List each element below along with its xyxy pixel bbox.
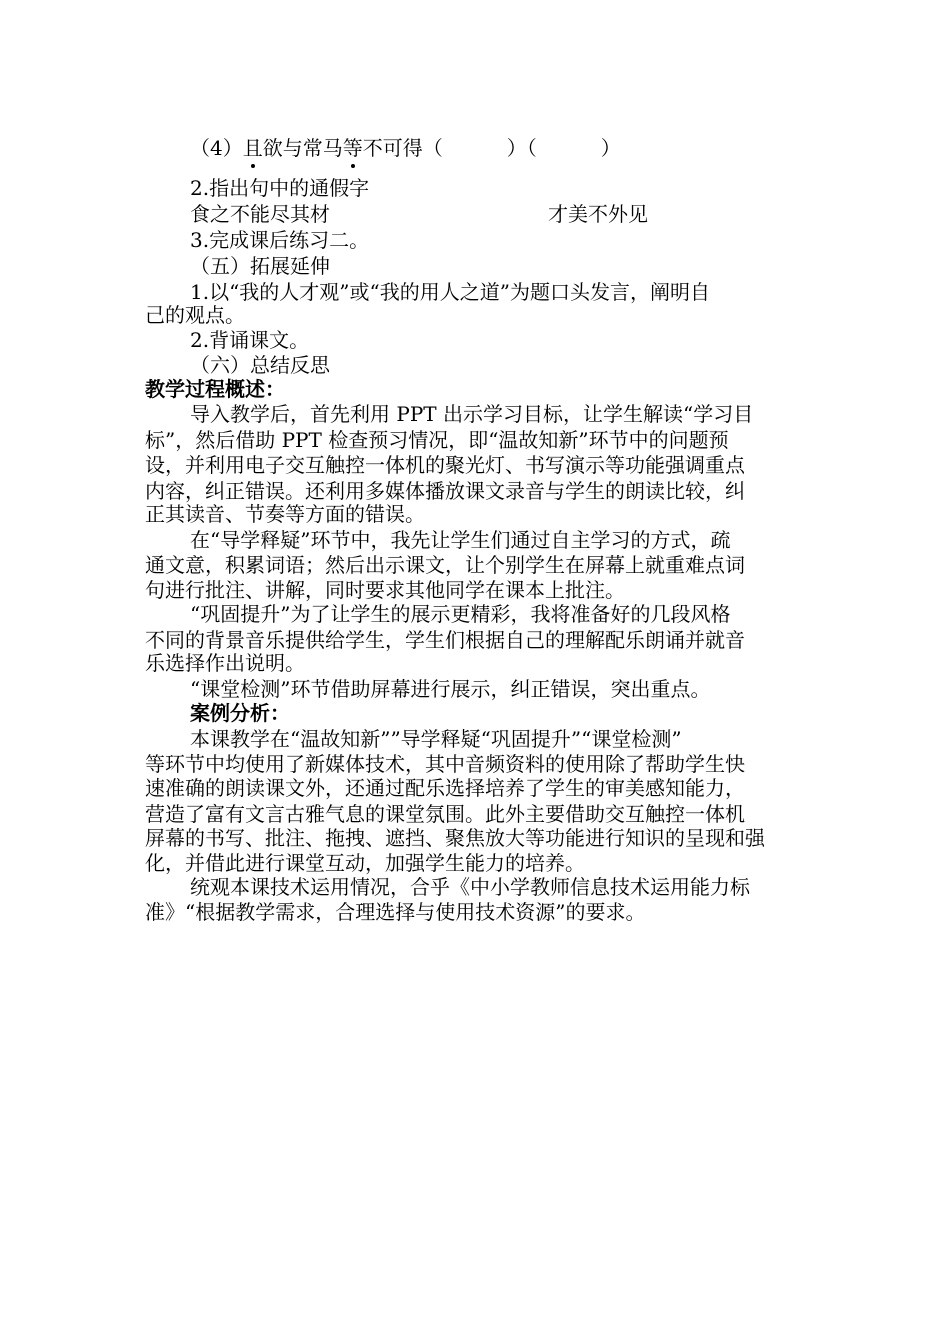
extension-item-2: 2.背诵课文。 [190,328,310,352]
paragraph-line: 本课教学在“温故知新””导学释疑“巩固提升”“课堂检测” [190,727,682,751]
paragraph-line: 营造了富有文言古雅气息的课堂氛围。此外主要借助交互触控一体机 [145,802,745,826]
sentence-text: 欲与常马 [262,136,343,160]
paragraph-line: “巩固提升”为了让学生的展示更精彩，我将准备好的几段风格 [190,602,731,626]
question-3: 3.完成课后练习二。 [190,228,370,252]
sentence-text: 不可得（ [362,136,443,160]
paragraph-line: 通文意，积累词语；然后出示课文，让个别学生在屏幕上就重难点词 [145,553,745,577]
paragraph-line: 导入教学后，首先利用 PPT 出示学习目标，让学生解读“学习目 [190,402,754,426]
extension-item-1: 1.以“我的人才观”或“我的用人之道”为题口头发言，阐明自 [190,280,710,304]
paragraph-line: 速准确的朗读课文外，还通过配乐选择培养了学生的审美感知能力， [145,776,745,800]
paren-text: ）（ [506,136,537,160]
paragraph-line: 内容，纠正错误。还利用多媒体播放课文录音与学生的朗读比较，纠 [145,479,745,503]
emphasis-char: 等 [342,136,363,160]
paragraph-line: 句进行批注、讲解，同时要求其他同学在课本上批注。 [145,578,625,602]
paren-text: ） [600,136,621,160]
paragraph-line: 正其读音、节奏等方面的错误。 [145,502,425,526]
section-heading-summary: （六）总结反思 [190,353,330,377]
paragraph-line: 乐选择作出说明。 [145,651,305,675]
paragraph-line: 准》“根据教学需求，合理选择与使用技术资源”的要求。 [145,900,646,924]
paragraph-line: 屏幕的书写、批注、拖拽、遮挡、聚焦放大等功能进行知识的呈现和强 [145,826,765,850]
question-2-example-right: 才美不外见 [548,202,648,226]
paragraph-line: 等环节中均使用了新媒体技术，其中音频资料的使用除了帮助学生快 [145,752,745,776]
paragraph-line: 统观本课技术运用情况，合乎《中小学教师信息技术运用能力标 [190,875,750,899]
heading-teaching-process: 教学过程概述： [145,377,285,401]
section-heading-extension: （五）拓展延伸 [190,254,330,278]
extension-item-1-cont: 己的观点。 [145,303,245,327]
question-2: 2.指出句中的通假字 [190,176,370,200]
emphasis-char: 且 [242,136,263,160]
paragraph-line: “课堂检测”环节借助屏幕进行展示，纠正错误，突出重点。 [190,677,711,701]
paragraph-line: 在“导学释疑”环节中，我先让学生们通过自主学习的方式，疏 [190,528,731,552]
question-2-example-left: 食之不能尽其材 [190,202,330,226]
paragraph-line: 化，并借此进行课堂互动，加强学生能力的培养。 [145,851,585,875]
exercise-item-4 [190,135,621,161]
paragraph-line: 不同的背景音乐提供给学生，学生们根据自己的理解配乐朗诵并就音 [145,628,745,652]
paragraph-line: 标”，然后借助 PPT 检查预习情况，即“温故知新”环节中的问题预 [145,428,729,452]
item-number: （4） [190,136,243,160]
paragraph-line: 设，并利用电子交互触控一体机的聚光灯、书写演示等功能强调重点 [145,453,745,477]
heading-case-analysis: 案例分析： [190,701,290,725]
